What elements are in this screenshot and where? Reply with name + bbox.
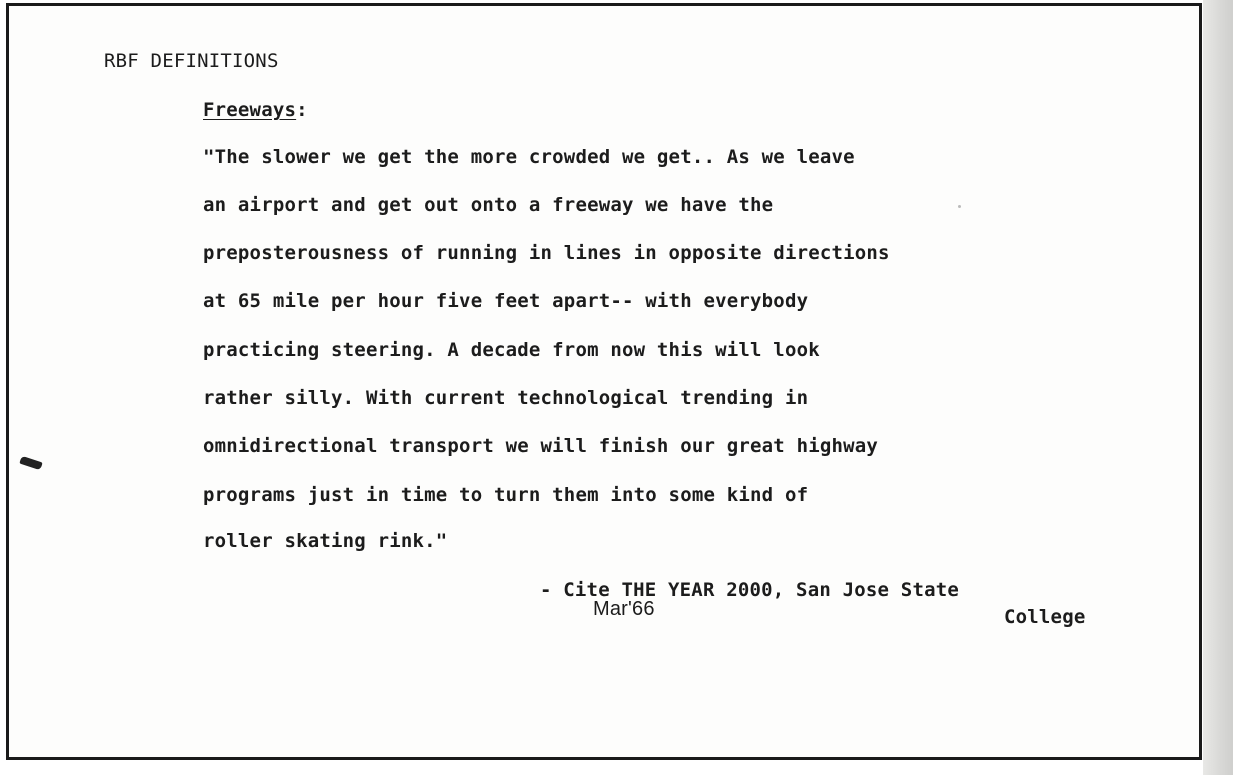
section-term: Freeways: [203, 99, 297, 121]
quote-line: rather silly. With current technological trending in: [203, 387, 809, 409]
citation-date: Mar'66: [593, 598, 655, 620]
citation-source: - Cite THE YEAR 2000, San Jose State: [540, 579, 960, 601]
page-edge: [1203, 0, 1233, 775]
document-heading: RBF DEFINITIONS: [104, 50, 279, 72]
typed-card: [6, 3, 1202, 760]
quote-line: an airport and get out onto a freeway we have the: [203, 194, 774, 216]
quote-line: "The slower we get the more crowded we get.. As we leave: [203, 146, 855, 168]
section-title: [203, 99, 308, 121]
quote-line: roller skating rink.": [203, 530, 448, 552]
quote-line: programs just in time to turn them into some kind of: [203, 484, 809, 506]
quote-line: omnidirectional transport we will finish our great highway: [203, 435, 879, 457]
citation-continuation: College: [1004, 606, 1086, 628]
quote-line: preposterousness of running in lines in opposite directions: [203, 242, 890, 264]
quote-line: at 65 mile per hour five feet apart-- with everybody: [203, 290, 809, 312]
quote-line: practicing steering. A decade from now this will look: [203, 339, 820, 361]
paper-speck: [958, 205, 961, 208]
section-colon: :: [296, 99, 308, 121]
